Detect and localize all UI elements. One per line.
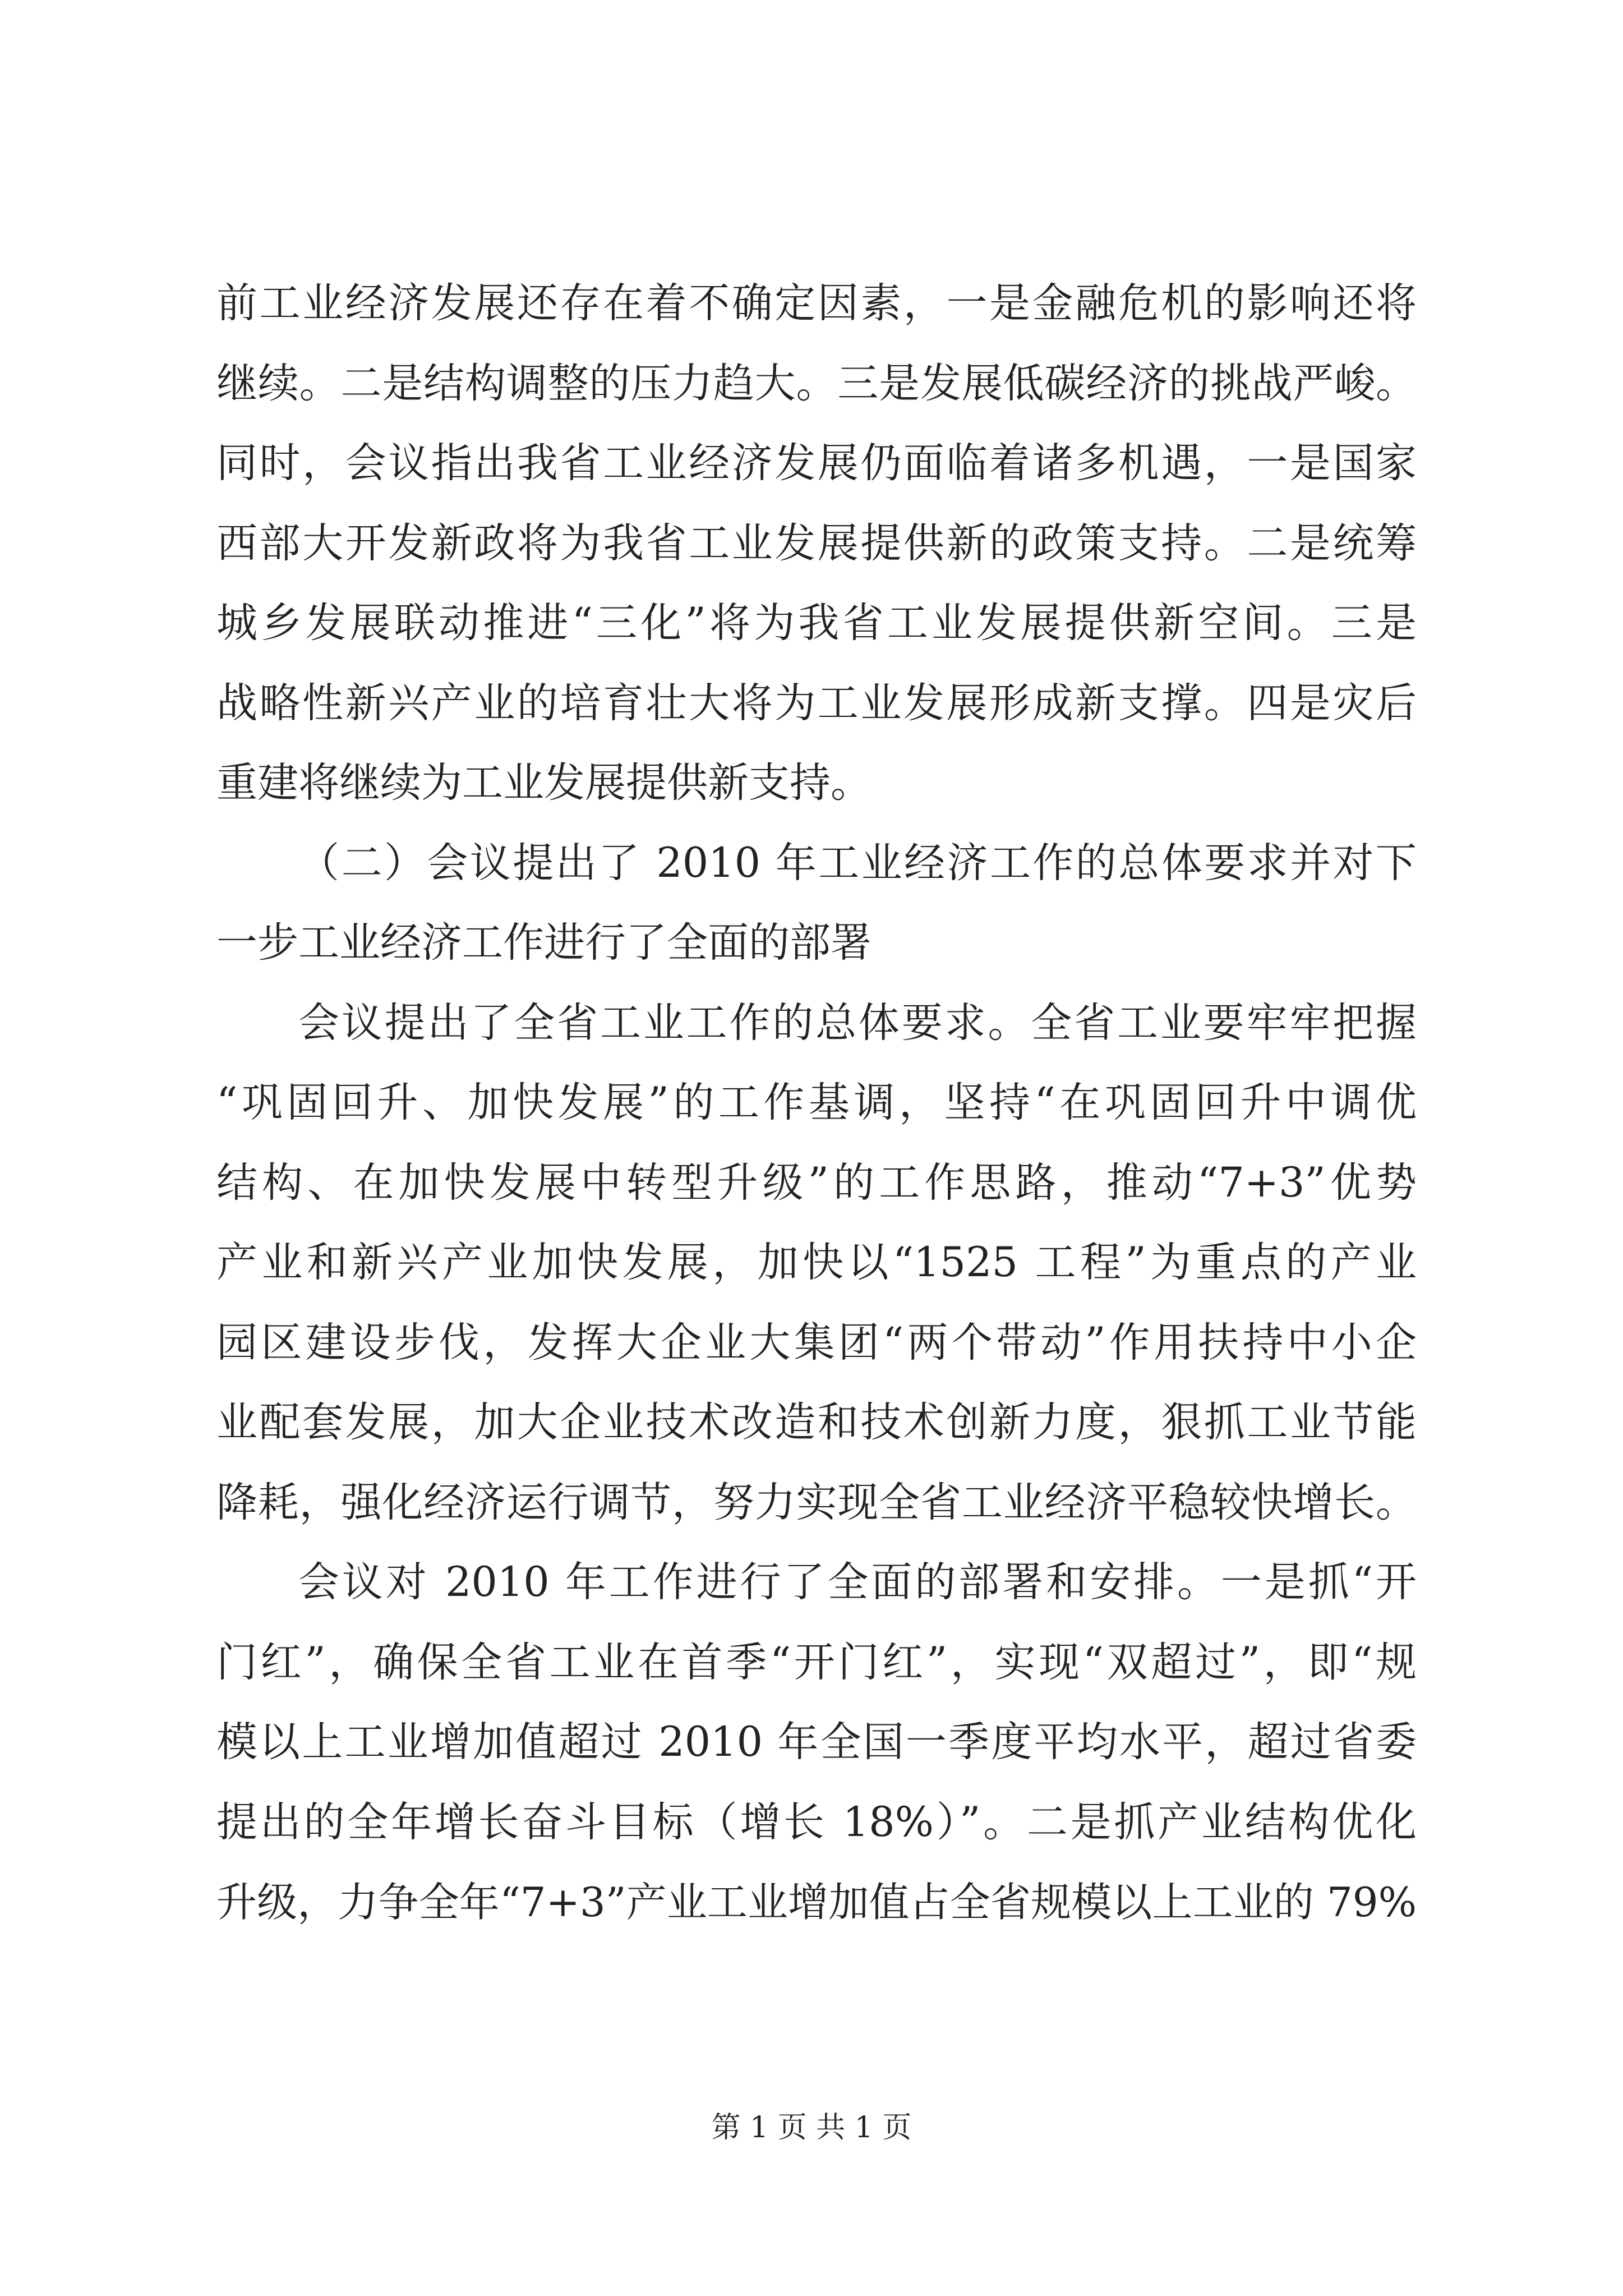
text-line-10: 会议提出了全省工业工作的总体要求。全省工业要牢牢把握: [298, 999, 1417, 1047]
text-line-14: 园区建设步伐，发挥大企业大集团“两个带动”作用扶持中小企: [216, 1318, 1417, 1366]
text-line-13: 产业和新兴产业加快发展，加快以“1525 工程”为重点的产业: [216, 1239, 1417, 1286]
text-line-6: 战略性新兴产业的培育壮大将为工业发展形成新支撑。四是灾后: [216, 679, 1417, 727]
text-line-18: 门红”，确保全省工业在首季“开门红”，实现“双超过”，即“规: [216, 1638, 1417, 1686]
text-line-12: 结构、在加快发展中转型升级”的工作思路，推动“7+3”优势: [216, 1158, 1417, 1207]
text-line-11: “巩固回升、加快发展”的工作基调，坚持“在巩固回升中调优: [216, 1079, 1417, 1126]
text-line-3: 同时，会议指出我省工业经济发展仍面临着诸多机遇，一是国家: [216, 439, 1417, 487]
text-line-5: 城乡发展联动推进“三化”将为我省工业发展提供新空间。三是: [216, 599, 1417, 647]
text-line-16: 降耗，强化经济运行调节，努力实现全省工业经济平稳较快增长。: [216, 1478, 1417, 1526]
text-line-2: 继续。二是结构调整的压力趋大。三是发展低碳经济的挑战严峻。: [216, 359, 1417, 407]
text-line-15: 业配套发展，加大企业技术改造和技术创新力度，狠抓工业节能: [216, 1398, 1417, 1446]
text-line-20: 提出的全年增长奋斗目标（增长 18%）”。二是抓产业结构优化: [216, 1798, 1417, 1846]
text-line-1: 前工业经济发展还存在着不确定因素，一是金融危机的影响还将: [216, 279, 1417, 327]
document-body: [216, 264, 1417, 1943]
text-line-21: 升级，力争全年“7+3”产业工业增加值占全省规模以上工业的 79%: [216, 1879, 1417, 1926]
text-line-4: 西部大开发新政将为我省工业发展提供新的政策支持。二是统筹: [216, 519, 1417, 567]
page-number-footer: 第 1 页 共 1 页: [711, 2111, 912, 2145]
text-line-7: 重建将继续为工业发展提供新支持。: [216, 759, 872, 807]
text-line-17: 会议对 2010 年工作进行了全面的部署和安排。一是抓“开: [298, 1558, 1417, 1606]
text-line-19: 模以上工业增加值超过 2010 年全国一季度平均水平，超过省委: [216, 1718, 1417, 1766]
section-heading-line-2: 一步工业经济工作进行了全面的部署: [216, 919, 872, 967]
section-heading-line-1: （二）会议提出了 2010 年工业经济工作的总体要求并对下: [298, 839, 1417, 887]
